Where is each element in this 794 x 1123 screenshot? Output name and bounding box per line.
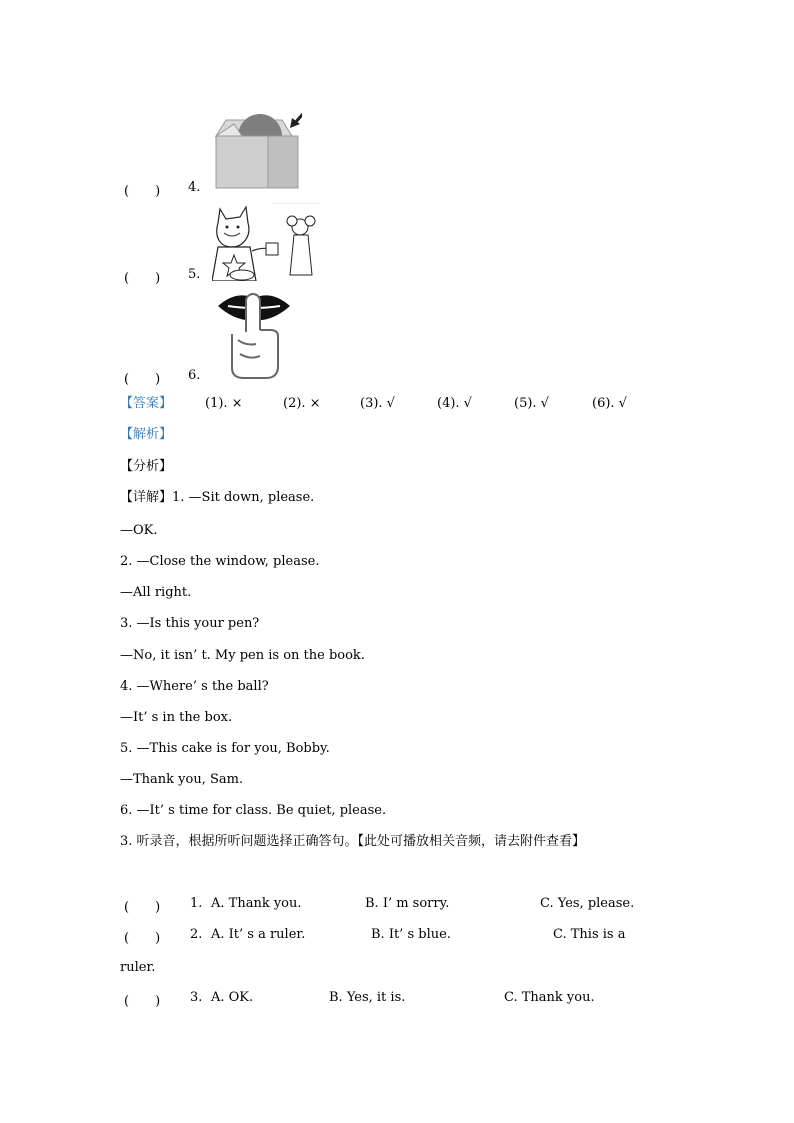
answer-item-3: (3). √ [360, 396, 395, 411]
detail-line: —No, it isn’ t. My pen is on the book. [120, 648, 365, 663]
section-3-title: 3. 听录音，根据所听问题选择正确答句。【此处可播放相关音频，请去附件查看】 [120, 834, 586, 849]
option-c-wrap: ruler. [120, 960, 156, 975]
detail-line: —All right. [120, 585, 192, 600]
item-number: 4. [188, 180, 201, 195]
option-c: C. This is a [553, 927, 626, 942]
answer-item-2: (2). × [283, 396, 321, 411]
option-a: A. Thank you. [211, 896, 302, 911]
question-number: 3. [190, 990, 203, 1005]
question-number: 2. [190, 927, 203, 942]
detail-line: 【详解】1. —Sit down, please. [120, 490, 315, 505]
answer-item-6: (6). √ [592, 396, 627, 411]
answer-blank[interactable]: ( ) [124, 184, 161, 199]
option-a: A. It’ s a ruler. [211, 927, 306, 942]
box-with-ball-image [212, 106, 302, 192]
answer-item-4: (4). √ [437, 396, 472, 411]
option-c: C. Yes, please. [540, 896, 635, 911]
option-c: C. Thank you. [504, 990, 595, 1005]
item-number: 6. [188, 368, 201, 383]
option-b: B. I’ m sorry. [365, 896, 450, 911]
detail-line: —OK. [120, 523, 158, 538]
detail-line: 4. —Where’ s the ball? [120, 679, 269, 694]
option-b: B. It’ s blue. [371, 927, 451, 942]
answer-blank[interactable]: ( ) [124, 372, 161, 387]
question-number: 1. [190, 896, 203, 911]
answer-item-1: (1). × [205, 396, 243, 411]
detail-line: 6. —It’ s time for class. Be quiet, please. [120, 803, 387, 818]
option-b: B. Yes, it is. [329, 990, 406, 1005]
item-number: 5. [188, 267, 201, 282]
analysis-label: 【解析】 [120, 427, 173, 442]
answer-blank[interactable]: ( ) [124, 931, 161, 946]
cat-and-mouse-image [212, 203, 324, 281]
detail-line: —It’ s in the box. [120, 710, 233, 725]
option-a: A. OK. [211, 990, 254, 1005]
detail-line: 2. —Close the window, please. [120, 554, 320, 569]
answer-blank[interactable]: ( ) [124, 900, 161, 915]
answer-blank[interactable]: ( ) [124, 994, 161, 1009]
detail-line: —Thank you, Sam. [120, 772, 244, 787]
answer-blank[interactable]: ( ) [124, 271, 161, 286]
fenxi-label: 【分析】 [120, 459, 173, 474]
answer-item-5: (5). √ [514, 396, 549, 411]
answer-label: 【答案】 [120, 396, 173, 411]
detail-line: 5. —This cake is for you, Bobby. [120, 741, 330, 756]
quiet-finger-lips-image [216, 290, 294, 380]
detail-line: 3. —Is this your pen? [120, 616, 260, 631]
